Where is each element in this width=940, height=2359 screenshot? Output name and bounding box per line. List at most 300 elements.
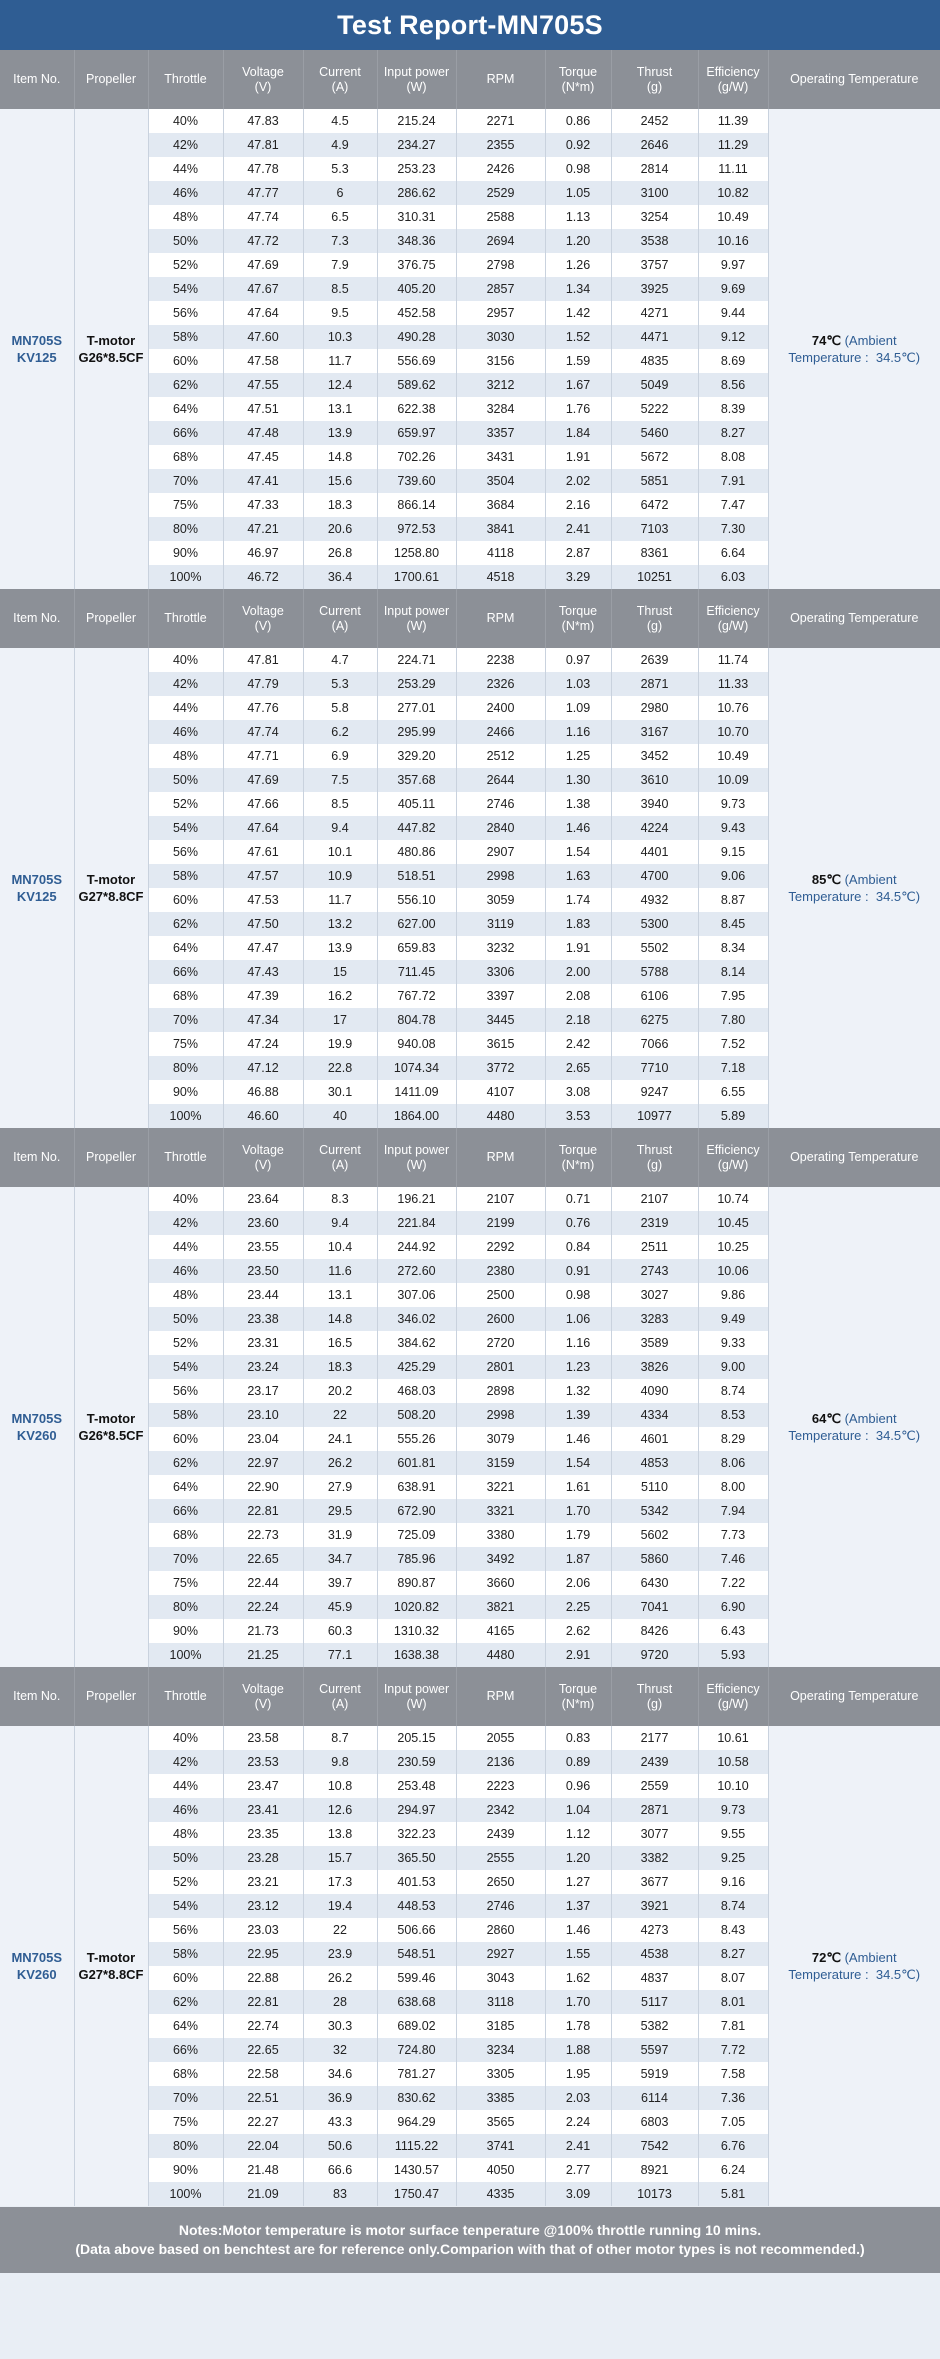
cell-throttle: 75% [148, 1571, 223, 1595]
cell-thrust: 4224 [611, 816, 698, 840]
cell-input-power: 365.50 [377, 1846, 456, 1870]
cell-input-power: 638.68 [377, 1990, 456, 2014]
cell-rpm: 2107 [456, 1187, 545, 1211]
cell-rpm: 2400 [456, 696, 545, 720]
cell-voltage: 47.69 [223, 253, 303, 277]
header-label: Operating Temperature [790, 1689, 919, 1703]
cell-voltage: 22.44 [223, 1571, 303, 1595]
cell-thrust: 2639 [611, 648, 698, 672]
header-thrust [611, 50, 698, 109]
cell-throttle: 80% [148, 517, 223, 541]
cell-rpm: 3185 [456, 2014, 545, 2038]
cell-current: 40 [303, 1104, 377, 1128]
footer-note-line-2: (Data above based on benchtest are for reference only.Comparion with that of other motor types is not recommended.) [75, 2241, 865, 2257]
cell-rpm: 3431 [456, 445, 545, 469]
cell-torque: 0.96 [545, 1774, 611, 1798]
cell-voltage: 47.50 [223, 912, 303, 936]
cell-current: 27.9 [303, 1475, 377, 1499]
cell-torque: 2.03 [545, 2086, 611, 2110]
cell-torque: 1.32 [545, 1379, 611, 1403]
cell-efficiency: 10.10 [698, 1774, 768, 1798]
header-label: Efficiency [706, 1142, 760, 1157]
cell-throttle: 70% [148, 1547, 223, 1571]
cell-rpm: 2798 [456, 253, 545, 277]
cell-input-power: 638.91 [377, 1475, 456, 1499]
cell-rpm: 2529 [456, 181, 545, 205]
cell-current: 20.6 [303, 517, 377, 541]
header-label: (N*m) [561, 618, 595, 633]
cell-torque: 2.24 [545, 2110, 611, 2134]
cell-efficiency: 5.93 [698, 1643, 768, 1667]
cell-torque: 2.00 [545, 960, 611, 984]
cell-throttle: 40% [148, 109, 223, 133]
cell-input-power: 866.14 [377, 493, 456, 517]
cell-rpm: 4165 [456, 1619, 545, 1643]
cell-voltage: 23.10 [223, 1403, 303, 1427]
cell-thrust: 3027 [611, 1283, 698, 1307]
cell-voltage: 21.73 [223, 1619, 303, 1643]
header-label: Thrust [636, 64, 673, 79]
cell-input-power: 295.99 [377, 720, 456, 744]
header-label: (W) [406, 1157, 427, 1172]
cell-input-power: 659.97 [377, 421, 456, 445]
cell-thrust: 5602 [611, 1523, 698, 1547]
cell-voltage: 23.41 [223, 1798, 303, 1822]
cell-throttle: 58% [148, 325, 223, 349]
header-label: Item No. [13, 1689, 61, 1703]
item-number-line: KV260 [16, 1428, 57, 1443]
cell-voltage: 23.12 [223, 1894, 303, 1918]
cell-current: 83 [303, 2182, 377, 2206]
header-label: Item No. [13, 72, 61, 86]
cell-throttle: 42% [148, 133, 223, 157]
item-number-line: MN705S [11, 1950, 63, 1965]
cell-efficiency: 10.06 [698, 1259, 768, 1283]
item-number-line: KV125 [16, 889, 57, 904]
cell-rpm: 2746 [456, 1894, 545, 1918]
cell-rpm: 3221 [456, 1475, 545, 1499]
cell-efficiency: 8.53 [698, 1403, 768, 1427]
cell-throttle: 50% [148, 1307, 223, 1331]
cell-torque: 1.12 [545, 1822, 611, 1846]
header-label: RPM [486, 1689, 515, 1703]
cell-input-power: 205.15 [377, 1726, 456, 1750]
cell-thrust: 5110 [611, 1475, 698, 1499]
temperature-line-1 [769, 871, 940, 888]
cell-torque: 3.53 [545, 1104, 611, 1128]
cell-thrust: 6106 [611, 984, 698, 1008]
header-label: Current [319, 1681, 361, 1696]
cell-throttle: 64% [148, 2014, 223, 2038]
cell-torque: 1.78 [545, 2014, 611, 2038]
cell-efficiency: 8.01 [698, 1990, 768, 2014]
cell-throttle: 48% [148, 744, 223, 768]
ambient-note: Temperature : 34.5℃) [788, 1967, 921, 1982]
cell-current: 60.3 [303, 1619, 377, 1643]
cell-voltage: 47.61 [223, 840, 303, 864]
header-propeller [74, 1667, 148, 1726]
cell-thrust: 5342 [611, 1499, 698, 1523]
cell-thrust: 5860 [611, 1547, 698, 1571]
cell-throttle: 40% [148, 1726, 223, 1750]
cell-torque: 0.76 [545, 1211, 611, 1235]
cell-voltage: 47.39 [223, 984, 303, 1008]
cell-throttle: 56% [148, 1379, 223, 1403]
cell-throttle: 100% [148, 565, 223, 589]
header-label: (A) [331, 1696, 349, 1711]
cell-efficiency: 9.73 [698, 792, 768, 816]
cell-input-power: 244.92 [377, 1235, 456, 1259]
cell-thrust: 3610 [611, 768, 698, 792]
header-label: Propeller [85, 1150, 137, 1164]
cell-input-power: 490.28 [377, 325, 456, 349]
cell-voltage: 47.81 [223, 648, 303, 672]
cell-efficiency: 5.81 [698, 2182, 768, 2206]
header-label: (g/W) [717, 1696, 749, 1711]
cell-rpm: 2650 [456, 1870, 545, 1894]
cell-throttle: 64% [148, 1475, 223, 1499]
cell-rpm: 3156 [456, 349, 545, 373]
cell-voltage: 46.97 [223, 541, 303, 565]
cell-current: 15.6 [303, 469, 377, 493]
cell-rpm: 2271 [456, 109, 545, 133]
cell-torque: 0.71 [545, 1187, 611, 1211]
cell-rpm: 4335 [456, 2182, 545, 2206]
cell-current: 11.7 [303, 349, 377, 373]
cell-efficiency: 9.15 [698, 840, 768, 864]
header-current [303, 589, 377, 648]
cell-thrust: 6275 [611, 1008, 698, 1032]
cell-rpm: 2055 [456, 1726, 545, 1750]
header-thrust [611, 1128, 698, 1187]
cell-voltage: 21.25 [223, 1643, 303, 1667]
header-voltage [223, 50, 303, 109]
cell-rpm: 2426 [456, 157, 545, 181]
cell-input-power: 781.27 [377, 2062, 456, 2086]
header-label: Voltage [242, 1142, 284, 1157]
cell-throttle: 68% [148, 1523, 223, 1547]
header-label: Current [319, 603, 361, 618]
cell-thrust: 2559 [611, 1774, 698, 1798]
cell-torque: 3.09 [545, 2182, 611, 2206]
cell-throttle: 56% [148, 301, 223, 325]
cell-voltage: 47.21 [223, 517, 303, 541]
cell-rpm: 2720 [456, 1331, 545, 1355]
cell-thrust: 2871 [611, 672, 698, 696]
cell-efficiency: 6.90 [698, 1595, 768, 1619]
cell-throttle: 70% [148, 1008, 223, 1032]
cell-torque: 1.91 [545, 936, 611, 960]
cell-thrust: 3167 [611, 720, 698, 744]
header-input-power [377, 589, 456, 648]
header-label: (g/W) [717, 79, 749, 94]
cell-current: 7.3 [303, 229, 377, 253]
cell-torque: 1.88 [545, 2038, 611, 2062]
cell-current: 8.5 [303, 277, 377, 301]
header-label: Throttle [164, 1689, 207, 1703]
cell-input-power: 253.29 [377, 672, 456, 696]
cell-voltage: 21.09 [223, 2182, 303, 2206]
cell-rpm: 2907 [456, 840, 545, 864]
cell-voltage: 22.95 [223, 1942, 303, 1966]
cell-torque: 1.20 [545, 1846, 611, 1870]
cell-rpm: 3212 [456, 373, 545, 397]
cell-throttle: 100% [148, 1643, 223, 1667]
cell-voltage: 23.24 [223, 1355, 303, 1379]
item-number-line: MN705S [11, 1411, 63, 1426]
item-number [0, 109, 74, 589]
cell-rpm: 3504 [456, 469, 545, 493]
cell-efficiency: 8.27 [698, 421, 768, 445]
cell-thrust: 3077 [611, 1822, 698, 1846]
cell-current: 5.8 [303, 696, 377, 720]
cell-input-power: 307.06 [377, 1283, 456, 1307]
cell-current: 19.9 [303, 1032, 377, 1056]
cell-voltage: 23.28 [223, 1846, 303, 1870]
propeller-line: G27*8.8CF [78, 1967, 144, 1982]
cell-input-power: 702.26 [377, 445, 456, 469]
header-label: (W) [406, 618, 427, 633]
cell-efficiency: 10.61 [698, 1726, 768, 1750]
cell-efficiency: 8.07 [698, 1966, 768, 1990]
cell-current: 22 [303, 1918, 377, 1942]
item-number-line: KV260 [16, 1967, 57, 1982]
cell-thrust: 4334 [611, 1403, 698, 1427]
cell-torque: 1.06 [545, 1307, 611, 1331]
cell-input-power: 346.02 [377, 1307, 456, 1331]
cell-thrust: 6430 [611, 1571, 698, 1595]
cell-input-power: 448.53 [377, 1894, 456, 1918]
cell-efficiency: 11.39 [698, 109, 768, 133]
cell-thrust: 10977 [611, 1104, 698, 1128]
table-header-row [0, 1667, 940, 1726]
cell-throttle: 60% [148, 1966, 223, 1990]
cell-torque: 0.92 [545, 133, 611, 157]
cell-current: 24.1 [303, 1427, 377, 1451]
cell-rpm: 3380 [456, 1523, 545, 1547]
ambient-note: Temperature : 34.5℃) [788, 1428, 921, 1443]
cell-efficiency: 7.91 [698, 469, 768, 493]
temperature-value: 85℃ [811, 872, 841, 887]
cell-torque: 1.46 [545, 1427, 611, 1451]
cell-efficiency: 8.45 [698, 912, 768, 936]
cell-throttle: 40% [148, 1187, 223, 1211]
header-label: Voltage [242, 64, 284, 79]
cell-rpm: 3305 [456, 2062, 545, 2086]
cell-torque: 2.06 [545, 1571, 611, 1595]
cell-torque: 0.84 [545, 1235, 611, 1259]
cell-efficiency: 7.58 [698, 2062, 768, 2086]
cell-thrust: 2511 [611, 1235, 698, 1259]
header-label: Operating Temperature [790, 1150, 919, 1164]
header-label: Efficiency [706, 1681, 760, 1696]
cell-rpm: 3772 [456, 1056, 545, 1080]
cell-throttle: 75% [148, 1032, 223, 1056]
cell-voltage: 47.76 [223, 696, 303, 720]
header-label: Current [319, 1142, 361, 1157]
cell-voltage: 23.38 [223, 1307, 303, 1331]
cell-thrust: 5597 [611, 2038, 698, 2062]
cell-current: 12.4 [303, 373, 377, 397]
cell-current: 8.7 [303, 1726, 377, 1750]
cell-current: 43.3 [303, 2110, 377, 2134]
cell-efficiency: 6.24 [698, 2158, 768, 2182]
header-label: (A) [331, 618, 349, 633]
cell-torque: 2.77 [545, 2158, 611, 2182]
cell-thrust: 4471 [611, 325, 698, 349]
cell-throttle: 60% [148, 1427, 223, 1451]
cell-input-power: 1115.22 [377, 2134, 456, 2158]
cell-current: 30.1 [303, 1080, 377, 1104]
cell-torque: 0.97 [545, 648, 611, 672]
cell-rpm: 3615 [456, 1032, 545, 1056]
cell-voltage: 47.48 [223, 421, 303, 445]
cell-rpm: 2512 [456, 744, 545, 768]
cell-voltage: 23.21 [223, 1870, 303, 1894]
cell-current: 11.6 [303, 1259, 377, 1283]
cell-throttle: 80% [148, 2134, 223, 2158]
cell-current: 18.3 [303, 493, 377, 517]
cell-thrust: 4273 [611, 1918, 698, 1942]
cell-torque: 3.08 [545, 1080, 611, 1104]
cell-throttle: 64% [148, 397, 223, 421]
cell-thrust: 3677 [611, 1870, 698, 1894]
cell-voltage: 47.41 [223, 469, 303, 493]
ambient-note: Temperature : 34.5℃) [788, 350, 921, 365]
item-number [0, 648, 74, 1128]
header-label: (g) [646, 79, 663, 94]
cell-throttle: 42% [148, 1750, 223, 1774]
cell-input-power: 405.11 [377, 792, 456, 816]
cell-efficiency: 7.46 [698, 1547, 768, 1571]
cell-thrust: 2452 [611, 109, 698, 133]
cell-throttle: 60% [148, 888, 223, 912]
cell-voltage: 47.45 [223, 445, 303, 469]
cell-input-power: 785.96 [377, 1547, 456, 1571]
cell-current: 10.1 [303, 840, 377, 864]
propeller-name [74, 1726, 148, 2206]
cell-rpm: 3741 [456, 2134, 545, 2158]
header-rpm [456, 589, 545, 648]
header-label: Thrust [636, 603, 673, 618]
header-efficiency [698, 50, 768, 109]
cell-thrust: 5117 [611, 1990, 698, 2014]
propeller-name [74, 648, 148, 1128]
cell-rpm: 2466 [456, 720, 545, 744]
cell-torque: 1.54 [545, 1451, 611, 1475]
cell-efficiency: 9.55 [698, 1822, 768, 1846]
cell-current: 7.9 [303, 253, 377, 277]
cell-input-power: 310.31 [377, 205, 456, 229]
header-label: Item No. [13, 611, 61, 625]
header-torque [545, 50, 611, 109]
cell-throttle: 66% [148, 421, 223, 445]
cell-torque: 0.89 [545, 1750, 611, 1774]
cell-efficiency: 11.11 [698, 157, 768, 181]
cell-throttle: 70% [148, 469, 223, 493]
cell-throttle: 58% [148, 864, 223, 888]
cell-voltage: 23.55 [223, 1235, 303, 1259]
header-label: Propeller [85, 1689, 137, 1703]
cell-rpm: 3119 [456, 912, 545, 936]
cell-efficiency: 7.80 [698, 1008, 768, 1032]
cell-throttle: 75% [148, 2110, 223, 2134]
cell-input-power: 659.83 [377, 936, 456, 960]
cell-current: 5.3 [303, 672, 377, 696]
cell-thrust: 7542 [611, 2134, 698, 2158]
cell-efficiency: 7.73 [698, 1523, 768, 1547]
cell-torque: 1.16 [545, 720, 611, 744]
cell-thrust: 10173 [611, 2182, 698, 2206]
cell-current: 9.4 [303, 816, 377, 840]
cell-throttle: 66% [148, 960, 223, 984]
cell-efficiency: 6.76 [698, 2134, 768, 2158]
cell-current: 4.5 [303, 109, 377, 133]
cell-current: 26.2 [303, 1966, 377, 1990]
cell-voltage: 47.77 [223, 181, 303, 205]
cell-current: 10.4 [303, 1235, 377, 1259]
cell-input-power: 1020.82 [377, 1595, 456, 1619]
cell-current: 8.3 [303, 1187, 377, 1211]
cell-current: 10.8 [303, 1774, 377, 1798]
cell-input-power: 224.71 [377, 648, 456, 672]
cell-rpm: 2927 [456, 1942, 545, 1966]
item-number-line: KV125 [16, 350, 57, 365]
cell-thrust: 9720 [611, 1643, 698, 1667]
cell-current: 13.1 [303, 397, 377, 421]
header-input-power [377, 1667, 456, 1726]
cell-voltage: 22.58 [223, 2062, 303, 2086]
cell-throttle: 58% [148, 1403, 223, 1427]
table-header-row [0, 589, 940, 648]
cell-rpm: 3030 [456, 325, 545, 349]
cell-throttle: 54% [148, 1355, 223, 1379]
cell-input-power: 1310.32 [377, 1619, 456, 1643]
cell-thrust: 8361 [611, 541, 698, 565]
propeller-name [74, 109, 148, 589]
cell-torque: 2.91 [545, 1643, 611, 1667]
cell-thrust: 2814 [611, 157, 698, 181]
cell-torque: 1.76 [545, 397, 611, 421]
cell-input-power: 1411.09 [377, 1080, 456, 1104]
cell-input-power: 724.80 [377, 2038, 456, 2062]
cell-torque: 1.59 [545, 349, 611, 373]
cell-efficiency: 8.43 [698, 1918, 768, 1942]
cell-throttle: 50% [148, 768, 223, 792]
cell-input-power: 548.51 [377, 1942, 456, 1966]
cell-input-power: 556.69 [377, 349, 456, 373]
cell-efficiency: 10.49 [698, 205, 768, 229]
header-label: Current [319, 64, 361, 79]
cell-rpm: 3159 [456, 1451, 545, 1475]
cell-efficiency: 8.06 [698, 1451, 768, 1475]
cell-torque: 0.98 [545, 157, 611, 181]
cell-thrust: 8921 [611, 2158, 698, 2182]
cell-voltage: 22.74 [223, 2014, 303, 2038]
cell-efficiency: 7.30 [698, 517, 768, 541]
header-label: Torque [558, 1142, 598, 1157]
cell-throttle: 90% [148, 1619, 223, 1643]
cell-torque: 1.67 [545, 373, 611, 397]
cell-torque: 1.13 [545, 205, 611, 229]
header-propeller [74, 50, 148, 109]
cell-thrust: 5851 [611, 469, 698, 493]
cell-thrust: 2107 [611, 1187, 698, 1211]
header-efficiency [698, 1667, 768, 1726]
cell-torque: 2.08 [545, 984, 611, 1008]
cell-efficiency: 7.94 [698, 1499, 768, 1523]
cell-rpm: 2199 [456, 1211, 545, 1235]
